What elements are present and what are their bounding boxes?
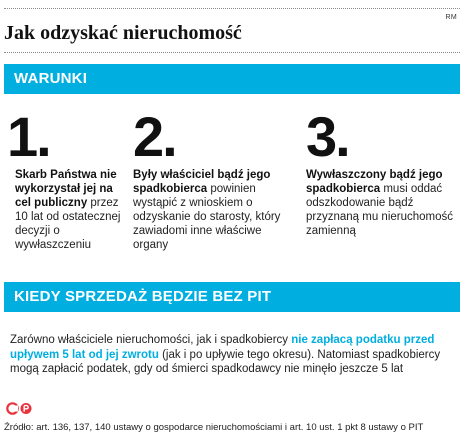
- condition-text: [133, 168, 285, 252]
- tax-highlight: nie zapłacą podatku przed upływem 5 lat od jej zwrotu: [10, 334, 435, 361]
- condition-number: 1.: [7, 105, 50, 168]
- tax-text-part1: Zarówno właściciele nieruchomości, jak i spadkobiercy: [10, 334, 292, 346]
- source-note: Źródło: art. 136, 137, 140 ustawy o gospodarce nieruchomościami i art. 10 ust. 1 pkt 8 ustawy o PIT: [4, 422, 424, 433]
- condition-number: 2.: [133, 105, 176, 168]
- condition-rest: musi oddać odszkodowanie bądź przyznaną mu nieruchomość zamienną: [306, 183, 454, 237]
- condition-text: [306, 168, 461, 238]
- top-rule: [4, 8, 460, 9]
- cp-logo-icon: [6, 402, 36, 415]
- condition-3: [306, 105, 461, 238]
- condition-bold: Wywłaszczony bądź jego spadkobierca: [306, 169, 443, 195]
- condition-bold: Skarb Państwa nie wykorzystał jej na cel publiczny: [15, 169, 117, 209]
- author-initials: RM: [445, 14, 457, 21]
- title-rule: [4, 52, 460, 53]
- condition-bold: Były właściciel bądź jego spadkobierca: [133, 169, 271, 195]
- condition-number: 3.: [306, 105, 349, 168]
- section-header-conditions: WARUNKI: [4, 64, 460, 94]
- condition-1: [7, 105, 127, 252]
- condition-2: [133, 105, 285, 252]
- tax-text-part2: (jak i po upływie tego okresu). Natomiast spadkobiercy mogą zapłacić podatek, gdy od śmierci spadkodawcy nie minęło jeszcze 5 lat: [10, 348, 441, 375]
- tax-paragraph: [10, 333, 460, 377]
- condition-rest: przez 10 lat od ostatecznej decyzji o wywłaszczeniu: [15, 197, 121, 251]
- condition-rest: powinien wystąpić z wnioskiem o odzyskanie do starosty, który zawiadomi inne właściwe organy: [133, 183, 281, 251]
- condition-text: [7, 168, 127, 252]
- section-header-tax: KIEDY SPRZEDAŻ BĘDZIE BEZ PIT: [4, 282, 460, 312]
- page-title: Jak odzyskać nieruchomość: [4, 22, 242, 44]
